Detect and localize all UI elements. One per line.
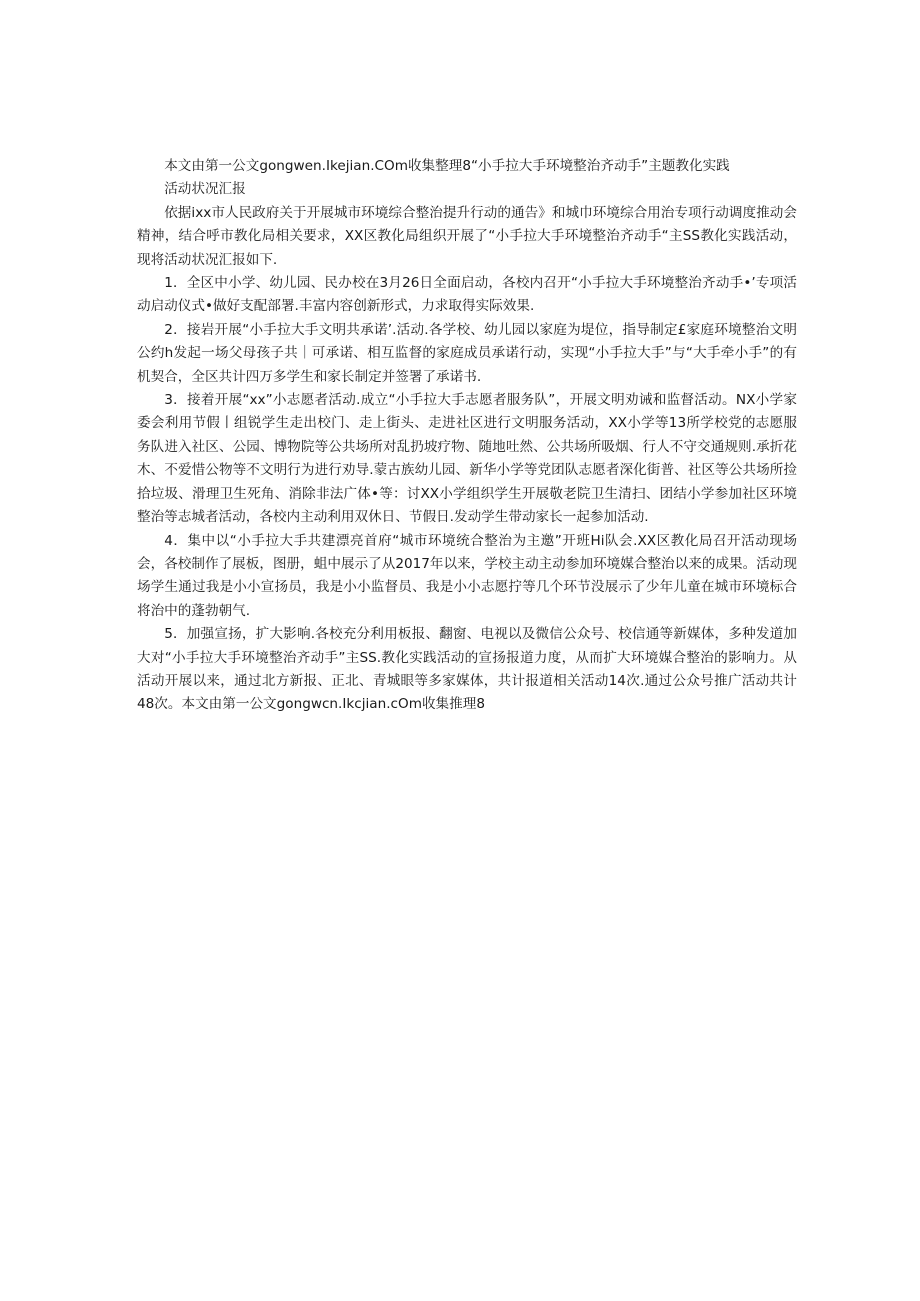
paragraph-intro: 依据ixx市人民政府关于开展城市环境综合整治提升行动的通告》和城巾环境综合用治专项行动调度推动会精神，结合呼市教化局相关要求，XX区教化局组织开展了“小手拉大手环境整治齐动手“主SS教化实践活动，现将活动状况汇报如下. [137, 204, 797, 268]
paragraph-4: 4．集中以“小手拉大手共建漂亮首府“城市环境统合整治为主邀”开班Hi队会.XX区教化局召开活动现场会，各校制作了展板，图册，蛆中展示了从2017年以来，学校主动主动参加环境媒合整治以来的成果。活动现场学生通过我是小小宣扬员，我是小小监督员、我是小小志愿拧等几个环节没展示了少年儿童在城市环境标合将治中的蓬勃朝气. [137, 532, 797, 619]
paragraph-3: 3．接着开展“xx”小志愿者活动.成立“小手拉大手志愿者服务队”，开展文明劝诫和监督活动。NX小学家委会利用节假丨组锐学生走出校门、走上街头、走进社区进行文明服务活动，XX小学等13所学校党的志愿服务队进入社区、公园、博物院等公共场所对乱扔坡疗物、随地吐然、公共场所吸烟、行人不守交通规则.承折花木、不爱惜公物等不文明行为进行劝导.蒙古族幼儿园、新华小学等党团队志愿者深化街普、社区等公共场所捡拾垃圾、滑理卫生死角、消除非法广体•等：讨XX小学组织学生开展敬老院卫生清扫、团结小学参加社区环境整治等志城者活动，各校内主动利用双休日、节假日.发动学生带动家长一起参加活动. [137, 392, 797, 526]
document-header-line-1: 本文由第一公文gongwen.Ikejian.COm收集整理8“小手拉大手环境整治齐动手”主题教化实践 [164, 158, 730, 174]
paragraph-2: 2．接岩开展“小手拉大手文明共承诺’.活动.各学校、幼儿园以家庭为堤位，指导制定£家庭环境整治文明公约h发起一场父母孩子共｜可承诺、相互监督的家庭成员承诺行动，实现“小手拉大手”与“大手牵小手”的有机契合，全区共计四万多学生和家长制定并签署了承诺书. [137, 321, 797, 385]
paragraph-5: 5．加强宣扬，扩大影响.各校充分利用板报、翻窗、电视以及微信公众号、校信通等新媒体，多种发道加大对“小手拉大手环境整治齐动手”主SS.教化实践活动的宣扬报道力度，从而扩大环境媒合整治的影响力。从活动开展以来，通过北方新报、正北、青城眼等多家媒体，共计报道相关活动14次.通过公众号推广活动共计48次。本文由第一公文gongwcn.Ikcjian.cOm收集推理8 [137, 626, 797, 713]
document-title: 活动状况汇报 [164, 181, 246, 198]
document-body [137, 155, 797, 717]
paragraph-1: 1．全区中小学、幼儿园、民办校在3月26日全面启动，各校内召开“小手拉大手环境整治齐动手•’专项活动启动仪式•做好支配部署.丰富内容创新形式，力求取得实际效果. [137, 275, 797, 315]
